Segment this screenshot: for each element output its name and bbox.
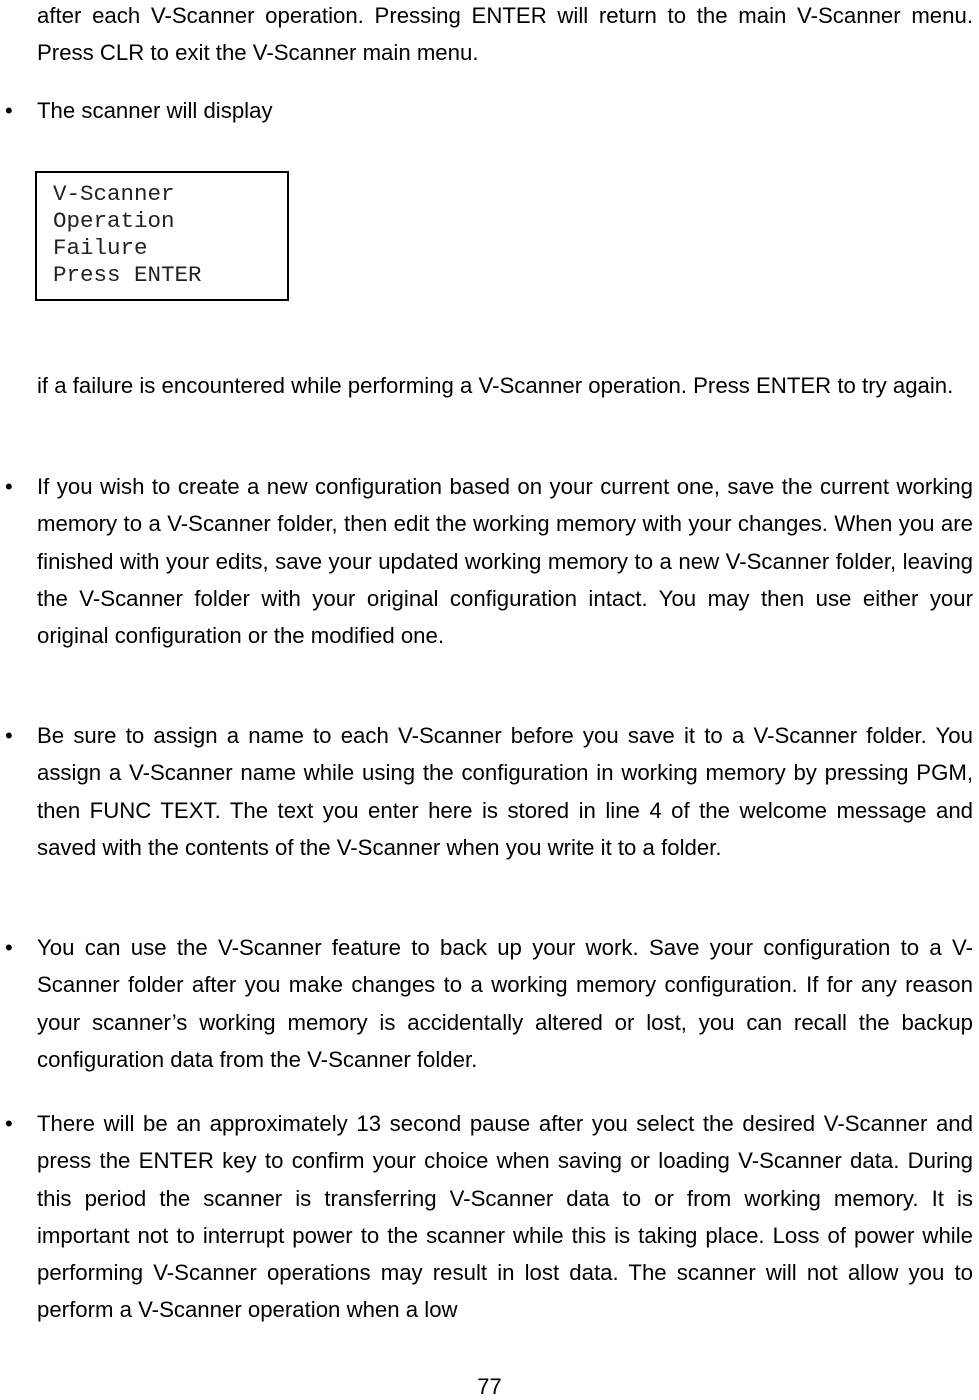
failure-followup-paragraph: if a failure is encountered while performing a V-Scanner operation. Press ENTER to try again.: [37, 373, 954, 398]
bullet-new-configuration: •: [5, 474, 13, 499]
pause-warning-paragraph: There will be an approximately 13 second pause after you select the desired V-Scanner and press the ENTER key to confirm your choice when saving or loading V-Scanner data. During this period the scanner is transferring V-Scanner data to or from working memory. It is important not to interrupt power to the scanner while this is taking place. Loss of power while performing V-Scanner operations may result in lost data. The scanner will not allow you to perform a V-Scanner operation when a low: [37, 1111, 973, 1323]
lcd-line-1: V-Scanner: [53, 181, 175, 207]
lcd-line-4: Press ENTER: [53, 262, 202, 288]
bullet-pause-warning: •: [5, 1111, 13, 1136]
backup-paragraph: You can use the V-Scanner feature to back up your work. Save your configuration to a V-Scanner folder after you make changes to a working memory configuration. If for any reason your scanner’s working memory is accidentally altered or lost, you can recall the backup configuration data from the V-Scanner folder.: [37, 935, 973, 1072]
bullet-backup: •: [5, 935, 13, 960]
page-number: 77: [477, 1374, 502, 1399]
intro-continuation-paragraph: after each V-Scanner operation. Pressing ENTER will return to the main V-Scanner menu. Press CLR to exit the V-Scanner main menu.: [37, 3, 973, 66]
lcd-line-3: Failure: [53, 235, 148, 261]
assign-name-paragraph: Be sure to assign a name to each V-Scanner before you save it to a V-Scanner folder. You assign a V-Scanner name while using the configuration in working memory by pressing PGM, then FUNC TEXT. The text you enter here is stored in line 4 of the welcome message and saved with the contents of the V-Scanner when you write it to a folder.: [37, 723, 973, 860]
lcd-display-box: [35, 171, 289, 301]
bullet-display-intro: •: [5, 98, 13, 123]
bullet-assign-name: •: [5, 723, 13, 748]
lcd-line-2: Operation: [53, 208, 175, 234]
display-intro-paragraph: The scanner will display: [37, 98, 273, 123]
new-configuration-paragraph: If you wish to create a new configuration based on your current one, save the current working memory to a V-Scanner folder, then edit the working memory with your changes. When you are finished with your edits, save your updated working memory to a new V-Scanner folder, leaving the V-Scanner folder with your original configuration intact. You may then use either your original configuration or the modified one.: [37, 474, 973, 649]
